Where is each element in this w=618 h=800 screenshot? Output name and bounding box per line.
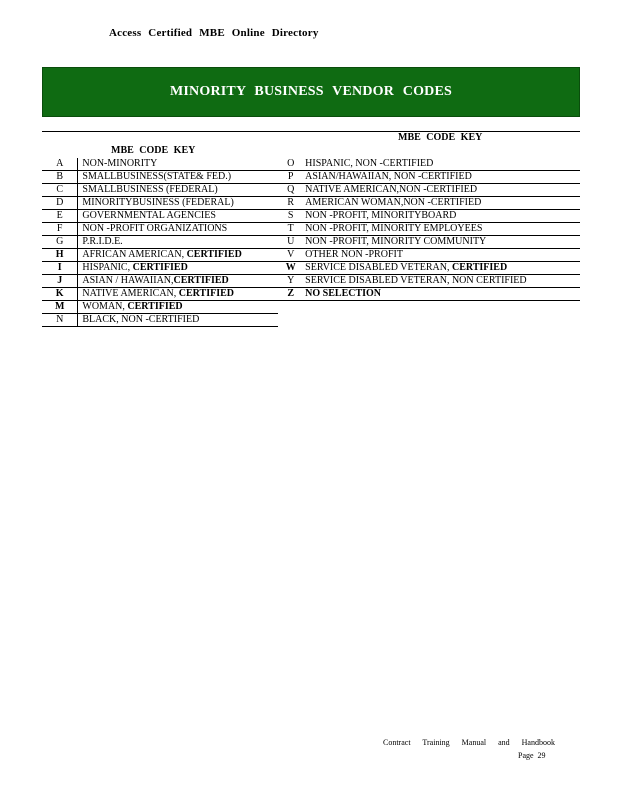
banner-title: MINORITY BUSINESS VENDOR CODES [169, 84, 452, 99]
left-code: K [42, 288, 78, 301]
footer-manual-title: Contract Training Manual and Handbook [383, 738, 555, 747]
left-description: BLACK, NON -CERTIFIED [78, 314, 278, 327]
table-row [42, 158, 580, 171]
left-code: B [42, 171, 78, 184]
right-code: R [278, 197, 303, 210]
left-code: J [42, 275, 78, 288]
divider-rule [42, 131, 580, 132]
left-code: I [42, 262, 78, 275]
left-description: NON-MINORITY [78, 158, 278, 171]
left-code: G [42, 236, 78, 249]
left-description: P.R.I.D.E. [78, 236, 278, 249]
right-description: NON -PROFIT, MINORITYBOARD [303, 210, 580, 223]
page-number: Page 29 [518, 751, 546, 760]
table-row [42, 288, 580, 301]
code-key-heading-left: MBE CODE KEY [111, 145, 196, 156]
left-description: WOMAN, CERTIFIED [78, 301, 278, 314]
left-description: GOVERNMENTAL AGENCIES [78, 210, 278, 223]
right-description: SERVICE DISABLED VETERAN, NON CERTIFIED [303, 275, 580, 288]
left-description: ASIAN / HAWAIIAN,CERTIFIED [78, 275, 278, 288]
right-description: AMERICAN WOMAN,NON -CERTIFIED [303, 197, 580, 210]
table-row [42, 184, 580, 197]
right-code: O [278, 158, 303, 171]
table-row [42, 314, 580, 327]
right-code: V [278, 249, 303, 262]
right-description: NON -PROFIT, MINORITY COMMUNITY [303, 236, 580, 249]
left-description: NON -PROFIT ORGANIZATIONS [78, 223, 278, 236]
left-description: AFRICAN AMERICAN, CERTIFIED [78, 249, 278, 262]
right-code [278, 314, 303, 327]
table-row [42, 249, 580, 262]
right-description: ASIAN/HAWAIIAN, NON -CERTIFIED [303, 171, 580, 184]
right-description: SERVICE DISABLED VETERAN, CERTIFIED [303, 262, 580, 275]
title-banner [42, 67, 580, 117]
left-code: D [42, 197, 78, 210]
left-description: MINORITYBUSINESS (FEDERAL) [78, 197, 278, 210]
left-code: N [42, 314, 78, 327]
vendor-codes-body [42, 158, 580, 327]
right-code: Y [278, 275, 303, 288]
left-description: NATIVE AMERICAN, CERTIFIED [78, 288, 278, 301]
right-code: P [278, 171, 303, 184]
left-code: C [42, 184, 78, 197]
right-code: U [278, 236, 303, 249]
right-description: NATIVE AMERICAN,NON -CERTIFIED [303, 184, 580, 197]
right-description: OTHER NON -PROFIT [303, 249, 580, 262]
left-code: F [42, 223, 78, 236]
table-row [42, 301, 580, 314]
right-description [303, 301, 580, 314]
left-code: E [42, 210, 78, 223]
right-code [278, 301, 303, 314]
right-description: NON -PROFIT, MINORITY EMPLOYEES [303, 223, 580, 236]
right-code: T [278, 223, 303, 236]
left-description: SMALLBUSINESS (FEDERAL) [78, 184, 278, 197]
right-code: S [278, 210, 303, 223]
table-row [42, 236, 580, 249]
code-key-heading-right: MBE CODE KEY [398, 132, 483, 143]
document-header-title: Access Certified MBE Online Directory [109, 27, 319, 39]
right-description: NO SELECTION [303, 288, 580, 301]
right-code: W [278, 262, 303, 275]
left-code: H [42, 249, 78, 262]
table-row [42, 223, 580, 236]
vendor-codes-table [42, 158, 580, 327]
right-code: Q [278, 184, 303, 197]
right-description [303, 314, 580, 327]
left-code: A [42, 158, 78, 171]
table-row [42, 275, 580, 288]
table-row [42, 262, 580, 275]
left-description: HISPANIC, CERTIFIED [78, 262, 278, 275]
table-row [42, 197, 580, 210]
table-row [42, 210, 580, 223]
left-description: SMALLBUSINESS(STATE& FED.) [78, 171, 278, 184]
right-code: Z [278, 288, 303, 301]
left-code: M [42, 301, 78, 314]
table-row [42, 171, 580, 184]
right-description: HISPANIC, NON -CERTIFIED [303, 158, 580, 171]
